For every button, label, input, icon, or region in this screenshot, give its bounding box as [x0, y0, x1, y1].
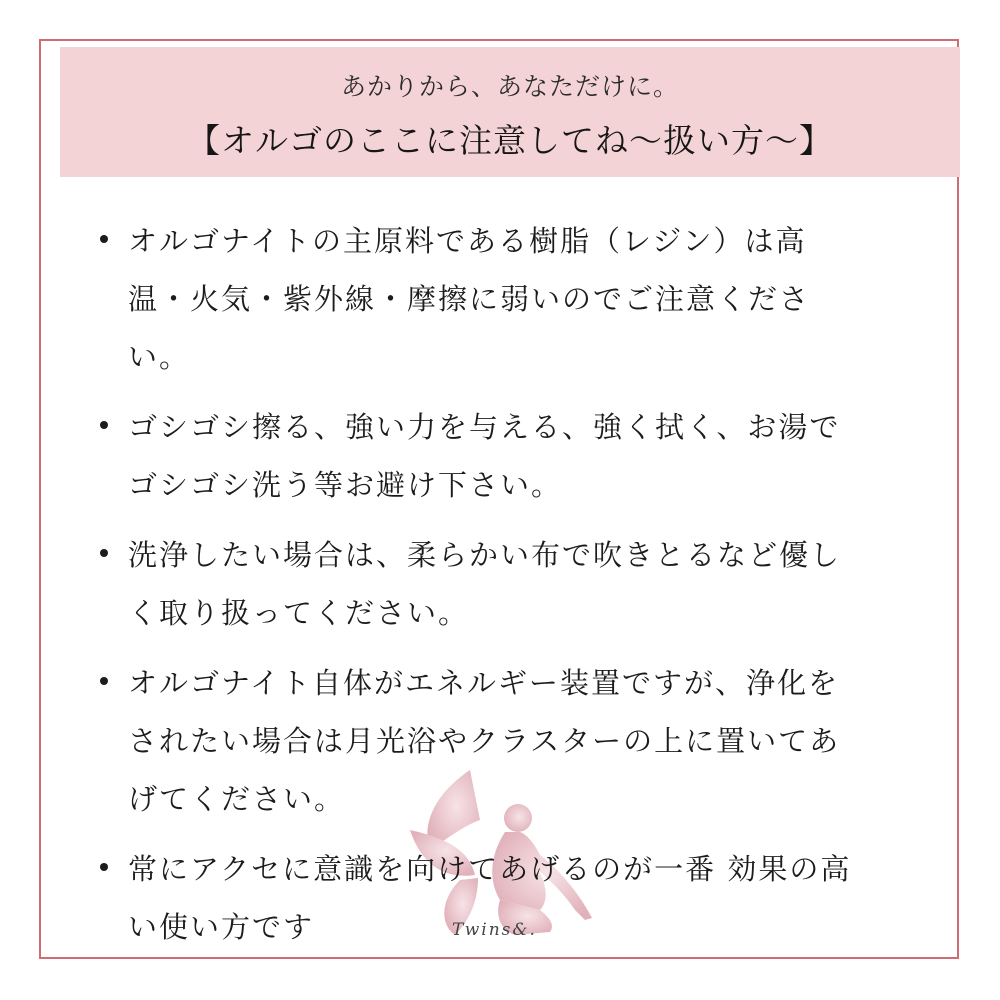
- list-item: [96, 398, 926, 514]
- list-item: [96, 526, 926, 642]
- page-title: 【オルゴのここに注意してね〜扱い方〜】: [187, 121, 833, 160]
- header-banner: [60, 47, 960, 177]
- list-item-text: 洗浄したい場合は、柔らかい布で吹きとるなど優し く取り扱ってください。: [128, 538, 842, 630]
- caution-list: [96, 212, 926, 968]
- brand-logo: Twins&.: [452, 920, 537, 940]
- header-subtitle: あかりから、あなただけに。: [340, 72, 679, 101]
- bullet-icon: [100, 235, 108, 243]
- list-item: [96, 212, 926, 386]
- bullet-icon: [100, 421, 108, 429]
- list-item-text: オルゴナイトの主原料である樹脂（レジン）は高 温・火気・紫外線・摩擦に弱いのでご注意くださ い。: [128, 224, 811, 374]
- list-item: [96, 654, 926, 828]
- bullet-icon: [100, 677, 108, 685]
- list-item-text: ゴシゴシ擦る、強い力を与える、強く拭く、お湯で ゴシゴシ洗う等お避け下さい。: [128, 410, 841, 502]
- bullet-icon: [100, 863, 108, 871]
- list-item-text: オルゴナイト自体がエネルギー装置ですが、浄化を されたい場合は月光浴やクラスターの上に置いてあ げてください。: [128, 666, 841, 816]
- bullet-icon: [100, 549, 108, 557]
- list-item-text: 常にアクセに意識を向けてあげるのが一番 効果の高 い使い方です: [128, 852, 852, 944]
